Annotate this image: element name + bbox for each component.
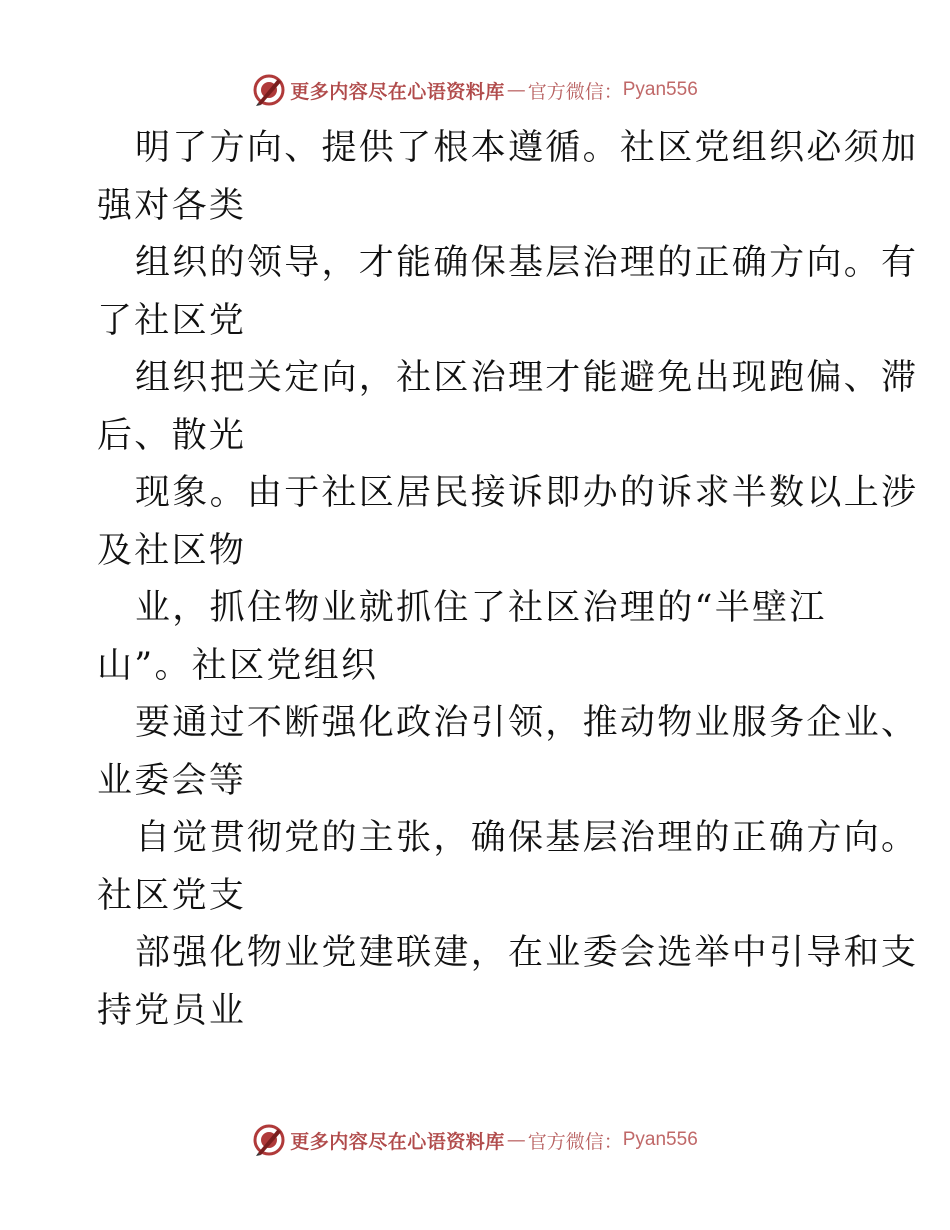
text-line: 组织把关定向，社区治理才能避免出现跑偏、滞 [135, 358, 919, 398]
watermark-wechat-id: Pyan556 [622, 1129, 698, 1150]
watermark-wechat-label: 官方微信： [527, 80, 623, 103]
text-line: 社区党支 [97, 875, 247, 916]
header-watermark [0, 70, 950, 110]
text-line: 明了方向、提供了根本遵循。社区党组织必须加 [135, 128, 919, 168]
text-line: 现象。由于社区居民接诉即办的诉求半数以上涉 [135, 473, 919, 513]
text-line: 业委会等 [97, 760, 247, 801]
footer-watermark [0, 1120, 950, 1160]
document-body [97, 120, 919, 1040]
text-line: 强对各类 [97, 185, 247, 226]
text-line: 自觉贯彻党的主张，确保基层治理的正确方向。 [135, 818, 919, 858]
watermark-separator: — [506, 79, 526, 101]
pen-logo-icon [252, 1123, 286, 1157]
text-line: 山”。社区党组织 [97, 645, 379, 686]
watermark-brand-text: 更多内容尽在心语资料库 [290, 1130, 505, 1153]
text-line: 后、散光 [97, 415, 247, 456]
watermark-wechat-id: Pyan556 [622, 79, 698, 100]
watermark-wechat-label: 官方微信： [527, 1130, 623, 1153]
text-line: 及社区物 [97, 530, 247, 571]
watermark-brand-text: 更多内容尽在心语资料库 [290, 80, 505, 103]
text-line: 部强化物业党建联建，在业委会选举中引导和支 [135, 933, 919, 973]
text-line: 了社区党 [97, 300, 247, 341]
text-line: 持党员业 [97, 990, 247, 1031]
pen-logo-icon [252, 73, 286, 107]
text-line: 要通过不断强化政治引领，推动物业服务企业、 [135, 703, 919, 743]
text-line: 业，抓住物业就抓住了社区治理的“半壁江 [135, 588, 827, 628]
watermark-separator: — [506, 1129, 526, 1151]
text-line: 组织的领导，才能确保基层治理的正确方向。有 [135, 243, 919, 283]
